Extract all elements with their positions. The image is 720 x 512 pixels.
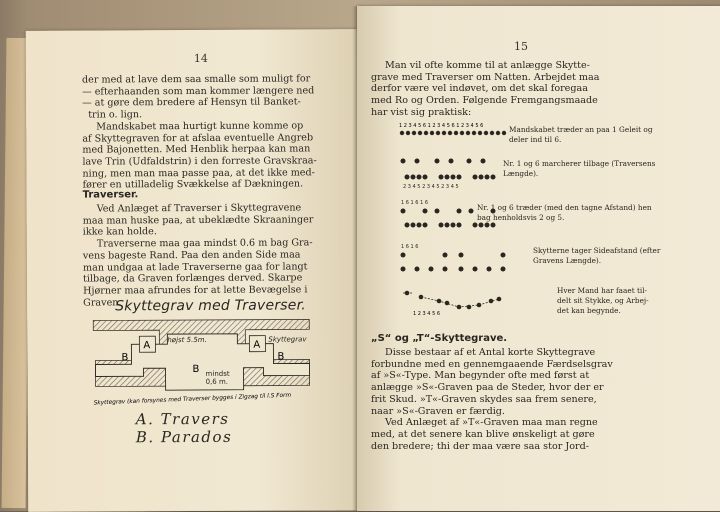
row-5-caption [557,286,649,316]
text-line: Disse bestaar af et Antal korte Skyttegrave [385,347,596,358]
caption-line: det kan begynde. [557,306,621,315]
parados-label-b2: B [192,363,200,376]
text-line: anlægge »S«-Graven paa de Steder, hvor der er [371,382,604,394]
caption-line: Nr. 1 og 6 træder (med den tagne Afstand) hen [477,203,652,212]
traverse-label-a1: A [143,340,151,352]
left-top-paragraph [82,73,345,191]
trench-diagram [87,315,318,416]
legend-a: A. Travers [135,409,230,429]
row-5-numbers: 1 2 3 4 5 6 [413,311,441,317]
text-line: Hjørner maa afrundes for at lette Bevægelse i [83,284,308,297]
row-1-numbers: 1 2 3 4 5 6 1 2 3 4 5 6 1 2 3 4 5 6 [399,123,484,129]
caption-line: delt sit Stykke, og Arbej- [557,296,649,305]
dimension-label-hojst: højst 5.5m. [167,335,207,345]
row-1-caption [509,125,653,145]
legend-b: B. Parados [135,427,233,447]
text-line: maa man huske paa, at ubeklædte Skraaninger [82,214,314,227]
text-line: man undgaa at lade Traverserne gaa for langt [82,260,308,274]
traverse-label-a2: A [253,339,261,351]
traverser-heading: Traverser. [82,189,139,201]
caption-line: Gravens Længde). [533,256,602,265]
text-line: med, at det senere kan blive ønskeligt at gøre [371,428,595,440]
text-line: Ved Anlæget af »T«-Graven maa man regne [385,417,598,429]
left-page-number: 14 [193,51,208,65]
left-page [26,29,360,512]
row-4-caption [533,246,660,266]
text-line: lave Trin (Udfaldstrin) i den forreste Gravskraa- [82,155,317,168]
figure-title: Skyttegrav med Traverser. [115,297,306,315]
dimension-label-skyttegrav: Skyttegrav [268,335,307,344]
caption-line: Mandskabet træder an paa 1 Geleit og [509,125,653,134]
text-line: Graven. [83,296,122,309]
text-line: den bredere; thi der maa være saa stor Jord- [371,440,589,452]
text-line: frit Skud. »T«-Graven skydes saa frem senere, [371,393,597,405]
parados-label-b3: B [277,351,285,363]
right-body-paragraphs [371,347,701,452]
right-page-number: 15 [514,40,528,53]
text-line: — efterhaanden som man kommer længere ned [82,85,315,98]
text-line: fører en utilladelig Svækkelse af Dækningen. [82,178,304,191]
text-line: derfor være vel indøvet, om det skal foregaa [371,83,588,95]
formation-row-2 [401,159,496,191]
text-line: har vist sig praktisk: [371,106,472,118]
text-line: grave med Traverser om Natten. Arbejdet maa [371,71,600,83]
caption-line: bag henholdsvis 2 og 5. [477,213,565,222]
row-3-caption [477,203,652,223]
text-line: naar »S«-Graven er færdig. [371,405,505,417]
text-line: — at gøre dem bredere af Hensyn til Banket- [82,96,301,109]
caption-line: Nr. 1 og 6 marcherer tilbage (Traversens [503,159,656,168]
text-line: med Bajonetten. Med Henblik herpaa kan man [82,143,311,156]
right-page [357,6,720,511]
text-line: tilbage, da Graven forlænges derved. Skarpe [83,272,303,285]
text-line: ning, men man maa passe paa, at det ikke med- [82,166,315,180]
st-heading: „S“ og „T“-Skyttegrave. [371,333,508,344]
text-line: forbundne med en gennemgaaende Færdselsgrav [371,358,613,370]
text-line: af »S«-Type. Man begynder ofte med først at [371,370,590,382]
formation-row-5 [403,291,501,317]
text-line: af Skyttegraven for at afslaa eventuelle Angreb [82,131,314,145]
caption-line: deler ind til 6. [509,135,562,144]
text-line: Mandskabet maa hurtigt kunne komme op [96,120,304,133]
dimension-label-mindst: mindst [205,369,230,378]
caption-line: Skytterne tager Sideafstand (efter [533,246,661,255]
row-4-numbers: 1 6 1 6 [401,244,419,250]
text-line: Ved Anlæget af Traverser i Skyttegravene [96,202,302,215]
formation-row-4 [401,244,506,272]
caption-line: Hver Mand har faaet til- [557,286,648,295]
dimension-value-mindst: 0,6 m. [205,377,229,386]
text-line: vens bageste Rand. Paa den anden Side maa [82,249,301,262]
trench-caption: Skyttegrav (kan forsynes med Traverser bygges i Zigzag til l.S Form [93,392,292,407]
parados-label-b1: B [121,352,129,364]
formation-row-1 [399,123,506,135]
text-line: Man vil ofte komme til at anlægge Skytte- [385,60,590,71]
caption-line: Længde). [503,169,539,178]
row-2-caption [503,159,655,179]
row-3-numbers: 1 6 1 6 1 6 [401,200,429,206]
row-2-numbers: 2 3 4 5 2 3 4 5 2 3 4 5 [403,184,459,190]
text-line: trin o. lign. [88,109,143,121]
text-line: med Ro og Orden. Følgende Fremgangsmaade [371,95,598,107]
text-line: ikke kan holde. [82,226,157,238]
text-line: der med at lave dem saa smalle som muligt for [81,73,311,86]
right-intro-paragraph [371,60,701,119]
text-line: Traverserne maa gaa mindst 0.6 m bag Gra- [96,237,313,250]
traverser-paragraphs [83,202,346,309]
